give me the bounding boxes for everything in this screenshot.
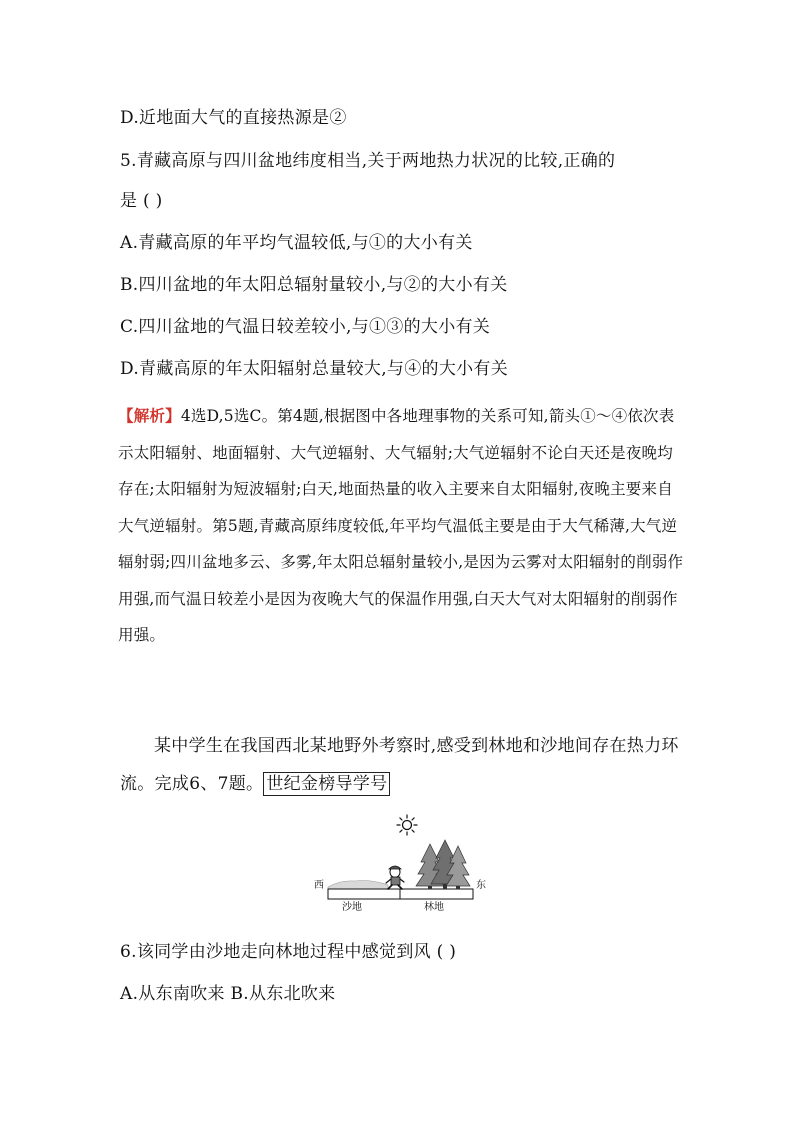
analysis-block (118, 398, 688, 654)
ground-illustration (300, 836, 500, 922)
label-forest: 林地 (424, 902, 444, 913)
q5-stem-line1: 5.青藏高原与四川盆地纬度相当,关于两地热力状况的比较,正确的 (120, 151, 616, 171)
intro-text: 某中学生在我国西北某地野外考察时,感受到林地和沙地间存在热力环流。完成6、7题。 (120, 736, 679, 794)
q6-stem: 6.该同学由沙地走向林地过程中感觉到风 ( ) (120, 942, 457, 962)
label-sand: 沙地 (342, 902, 362, 913)
analysis-text: 4选D,5选C。第4题,根据图中各地理事物的关系可知,箭头①～④依次表示太阳辐射、地面辐射、大气逆辐射、大气辐射;大气逆辐射不论白天还是夜晚均存在;太阳辐射为短波辐射;白天,地面热量的收入主要来自太阳辐射,夜晚主要来自大气逆辐射。第5题,青藏高原纬度较低,年平均气温低主要是由于大气稀薄,大气逆辐射弱;四川盆地多云、多雾,年太阳总辐射量较小,是因为云雾对太阳辐射的削弱作用强,而气温日较差小是因为夜晚大气的保温作用强,白天大气对太阳辐射的削弱作用强。 (118, 407, 684, 644)
label-west: 西 (314, 880, 324, 891)
thermal-circulation-figure (300, 812, 500, 922)
sun-icon (396, 814, 418, 836)
q5-option-c: C.四川盆地的气温日较差较小,与①③的大小有关 (120, 317, 491, 337)
q5-option-a: A.青藏高原的年平均气温较低,与①的大小有关 (120, 233, 473, 253)
sand-dune (328, 881, 388, 890)
person-figure (386, 866, 404, 889)
analysis-tag: 【解析】 (118, 406, 181, 425)
boxed-tag: 世纪金榜导学号 (263, 772, 390, 796)
q6-options: A.从东南吹来 B.从东北吹来 (120, 984, 336, 1004)
q5-stem-line2: 是 ( ) (120, 191, 163, 211)
q5-option-d: D.青藏高原的年太阳辐射总量较大,与④的大小有关 (120, 359, 509, 379)
q5-option-b: B.四川盆地的年太阳总辐射量较小,与②的大小有关 (120, 275, 508, 295)
intro-paragraph (120, 727, 680, 803)
label-east: 东 (476, 880, 486, 891)
q4-option-d: D.近地面大气的直接热源是② (120, 108, 347, 128)
forest-trees (416, 840, 470, 889)
